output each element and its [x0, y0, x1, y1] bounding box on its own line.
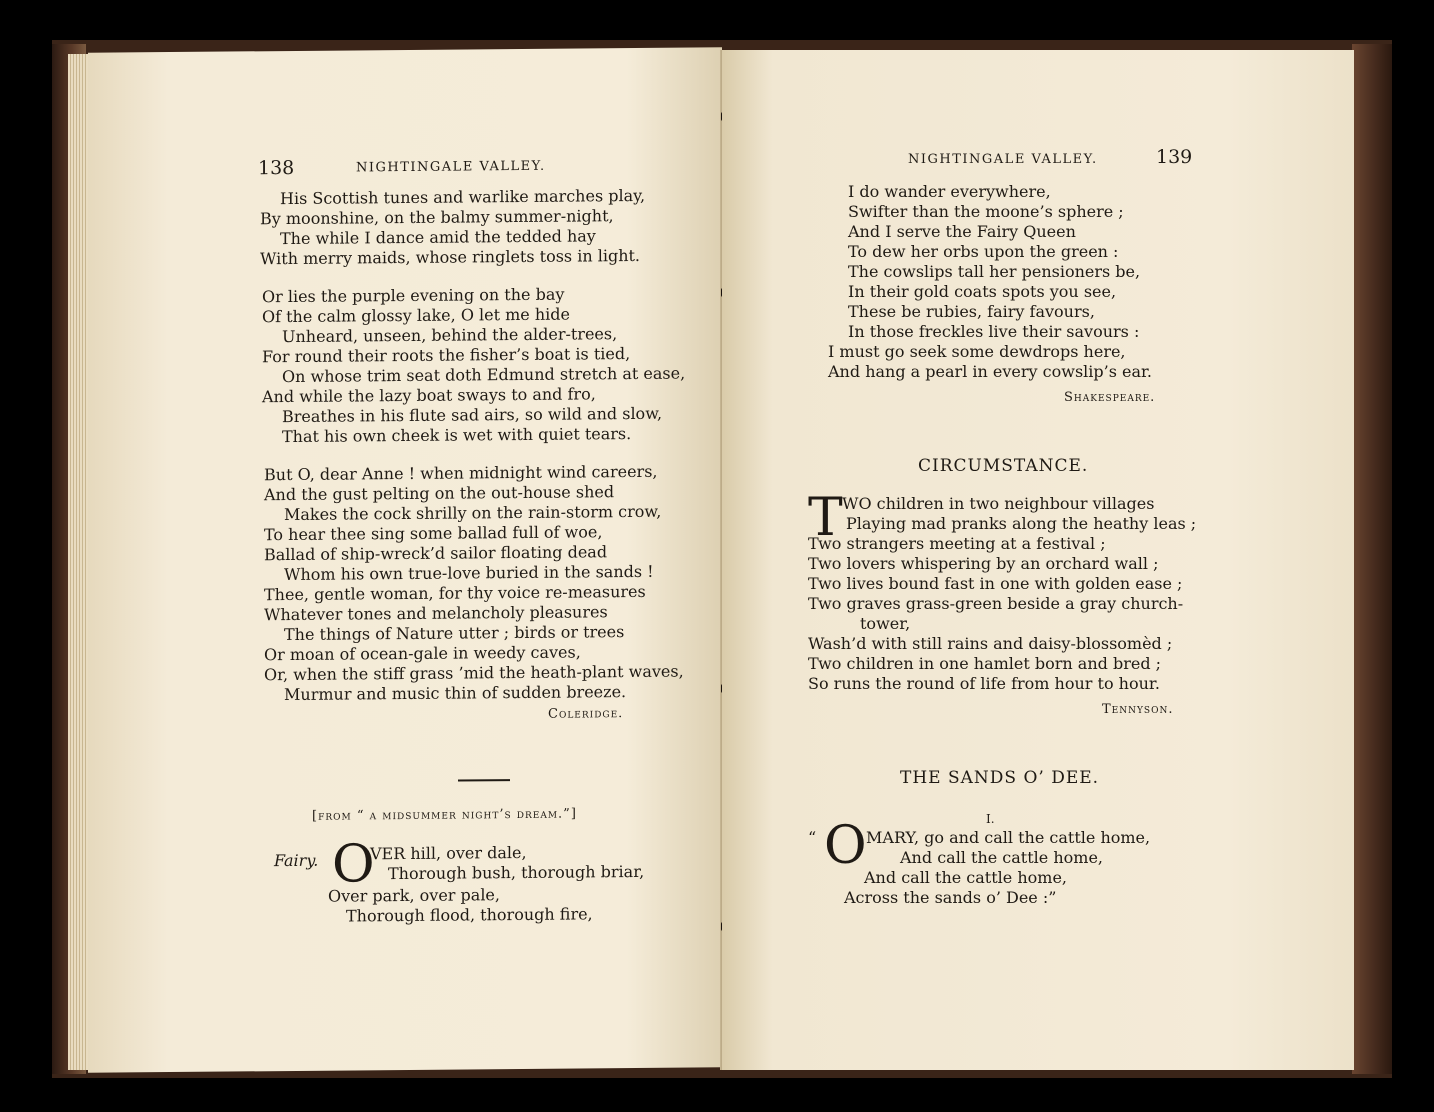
stanza	[262, 284, 685, 448]
verse-line: In those freckles live their savours :	[848, 322, 1140, 341]
book-cover-right	[1352, 44, 1392, 1074]
verse-line: The while I dance amid the tedded hay	[280, 226, 596, 249]
verse-line: Murmur and music thin of sudden breeze.	[284, 682, 627, 705]
verse-line: By moonshine, on the balmy summer-night,	[260, 206, 614, 229]
book	[52, 40, 1392, 1078]
verse-line: In their gold coats spots you see,	[848, 282, 1117, 301]
verse-line: And call the cattle home,	[900, 848, 1103, 867]
verse-line: But O, dear Anne ! when midnight wind careers,	[264, 461, 658, 485]
poem-title: CIRCUMSTANCE.	[918, 456, 1089, 476]
verse-line: And hang a pearl in every cowslip’s ear.	[828, 362, 1152, 381]
stanza	[260, 186, 645, 269]
verse-line: To dew her orbs upon the green :	[848, 242, 1119, 261]
verse-line: His Scottish tunes and warlike marches play,	[280, 185, 646, 209]
drop-cap: T	[808, 488, 843, 548]
running-head: NIGHTINGALE VALLEY.	[356, 158, 546, 176]
verse-line: The cowslips tall her pensioners be,	[848, 262, 1141, 281]
stanza	[808, 514, 1196, 694]
verse-line: Unheard, unseen, behind the alder-trees,	[282, 324, 618, 347]
left-page	[88, 47, 722, 1073]
verse-line: Over park, over pale,	[328, 885, 500, 906]
verse-line: Two lives bound fast in one with golden ease ;	[808, 574, 1183, 593]
drop-cap: O	[824, 816, 867, 876]
verse-line: Ballad of ship-wreck’d sailor floating dead	[264, 542, 608, 565]
verse-line: I do wander everywhere,	[848, 182, 1051, 201]
poem-title: THE SANDS O’ DEE.	[900, 768, 1100, 788]
verse-line: And the gust pelting on the out-house shed	[264, 482, 615, 505]
verse-line: Swifter than the moone’s sphere ;	[848, 202, 1124, 221]
verse-line: Two children in one hamlet born and bred ;	[808, 654, 1162, 673]
stanza	[828, 182, 1152, 382]
page-number: 139	[1156, 146, 1193, 168]
stanza	[264, 462, 684, 706]
verse-line: Makes the cock shrilly on the rain-storm crow,	[284, 501, 662, 525]
page-number: 138	[258, 156, 295, 180]
right-page	[722, 50, 1354, 1070]
verse-line: Thee, gentle woman, for thy voice re-measures	[264, 581, 646, 605]
attribution: Coleridge.	[548, 706, 624, 722]
verse-line: Or lies the purple evening on the bay	[262, 284, 565, 307]
verse-line: VER hill, over dale,	[370, 842, 527, 864]
verse-line: Wash’d with still rains and daisy-blossomèd ;	[808, 634, 1173, 653]
verse-line: And I serve the Fairy Queen	[848, 222, 1076, 241]
verse-line: Across the sands o’ Dee :”	[844, 888, 1057, 907]
verse-line: The things of Nature utter ; birds or trees	[284, 622, 625, 645]
verse-line: Thorough bush, thorough briar,	[388, 861, 645, 884]
verse-line: Or moan of ocean-gale in weedy caves,	[264, 642, 581, 665]
running-head: NIGHTINGALE VALLEY.	[908, 152, 1098, 167]
source-heading: [from “ a midsummer night’s dream.”]	[312, 806, 577, 824]
verse-line: Breathes in his flute sad airs, so wild and slow,	[282, 403, 663, 427]
verse-line: WO children in two neighbour villages	[842, 494, 1155, 513]
verse-line: Two graves grass-green beside a gray church-	[808, 594, 1184, 613]
section-divider	[458, 779, 510, 781]
verse-line: And call the cattle home,	[864, 868, 1067, 887]
verse-line: And while the lazy boat sways to and fro,	[262, 384, 596, 407]
section-numeral: I.	[986, 812, 995, 826]
verse-line: To hear thee sing some ballad full of woe,	[264, 522, 603, 545]
verse-line: On whose trim seat doth Edmund stretch at ease,	[282, 363, 686, 387]
attribution: Shakespeare.	[1064, 390, 1156, 405]
verse-line: With merry maids, whose ringlets toss in light.	[260, 245, 641, 269]
open-quote: “	[808, 828, 817, 847]
verse-line: Or, when the stiff grass ’mid the heath-plant waves,	[264, 661, 684, 685]
verse-line: Whatever tones and melancholy pleasures	[264, 602, 608, 625]
verse-line: For round their roots the fisher’s boat is tied,	[262, 344, 631, 367]
verse-line: MARY, go and call the cattle home,	[866, 828, 1151, 847]
verse-line: I must go seek some dewdrops here,	[828, 342, 1126, 361]
verse-line: So runs the round of life from hour to hour.	[808, 674, 1160, 693]
verse-line: That his own cheek is wet with quiet tears.	[282, 424, 632, 447]
attribution: Tennyson.	[1102, 702, 1174, 717]
drop-cap: O	[332, 834, 375, 895]
verse-line: Two strangers meeting at a festival ;	[808, 534, 1106, 553]
verse-line: tower,	[860, 614, 911, 633]
verse-line: Whom his own true-love buried in the sands !	[284, 561, 654, 585]
verse-line: Thorough flood, thorough fire,	[346, 904, 593, 926]
verse-line: Of the calm glossy lake, O let me hide	[262, 304, 570, 327]
verse-line: Two lovers whispering by an orchard wall ;	[808, 554, 1159, 573]
verse-line: These be rubies, fairy favours,	[848, 302, 1095, 321]
verse-line: Playing mad pranks along the heathy leas ;	[846, 514, 1197, 533]
speaker-label: Fairy.	[274, 850, 319, 871]
